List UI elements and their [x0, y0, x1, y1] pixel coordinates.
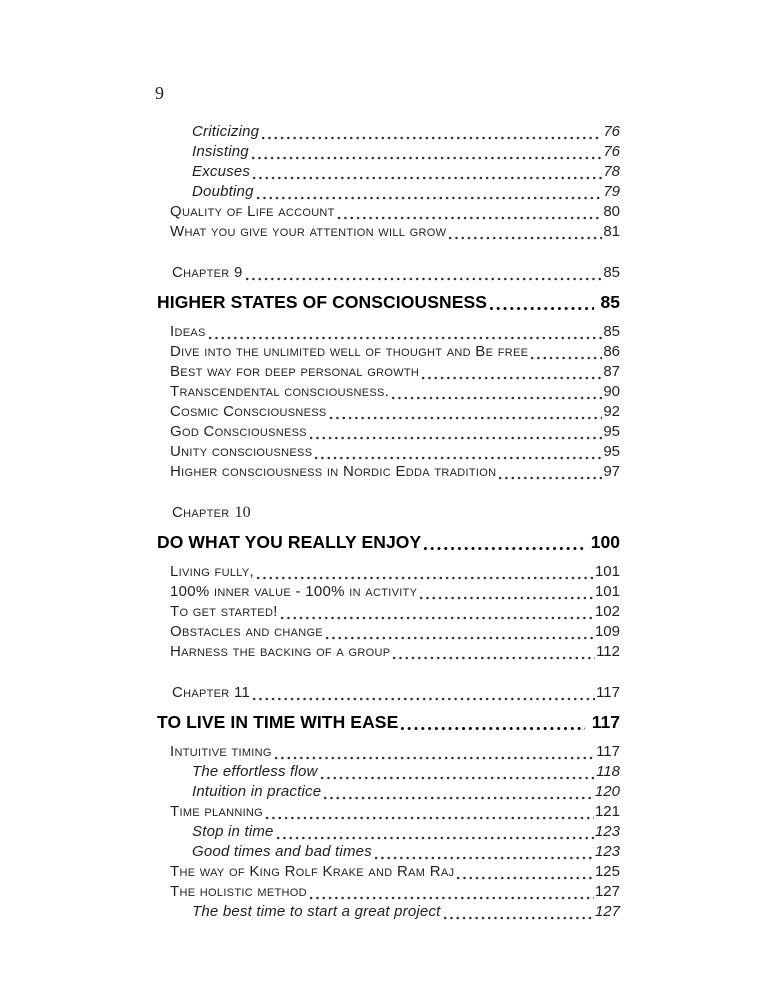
toc-entry-label: The way of King Rolf Krake and Ram Raj [170, 863, 455, 880]
toc-entry-label: Intuitive timing [170, 743, 272, 760]
toc-entry [157, 182, 620, 202]
toc-entry-label: The best time to start a great project [192, 903, 441, 920]
dot-leader [207, 322, 603, 342]
toc-entry-page: 97 [603, 463, 620, 480]
toc-entry [157, 582, 620, 602]
toc-entry [157, 782, 620, 802]
toc-entry [157, 802, 620, 822]
toc-entry-label: Unity consciousness [170, 443, 313, 460]
toc-entry [157, 762, 620, 782]
table-of-contents [157, 122, 620, 922]
toc-entry-label: Obstacles and change [170, 623, 323, 640]
toc-entry [157, 503, 620, 523]
dot-leader [447, 222, 602, 242]
toc-entry [157, 382, 620, 402]
toc-entry-page: 76 [603, 143, 620, 160]
toc-entry-page: 95 [603, 443, 620, 460]
toc-entry-page: 80 [603, 203, 620, 220]
toc-entry-page: 118 [596, 763, 620, 780]
toc-entry-page: 102 [594, 603, 620, 620]
dot-leader [488, 290, 594, 314]
dot-leader [260, 122, 602, 142]
toc-entry-label: Cosmic Consciousness [170, 403, 327, 420]
toc-entry-page: 127 [594, 903, 620, 920]
toc-entry [157, 842, 620, 862]
toc-entry [157, 202, 620, 222]
toc-entry [157, 462, 620, 482]
toc-entry-page: 87 [603, 363, 620, 380]
dot-leader [319, 762, 596, 782]
dot-leader [264, 802, 594, 822]
toc-entry-label: The effortless flow [192, 763, 318, 780]
toc-entry-label-suffix: 10 [234, 504, 251, 521]
toc-entry-label: Insisting [192, 143, 249, 160]
toc-entry-page: 117 [591, 712, 620, 732]
toc-entry-page: 79 [603, 183, 620, 200]
toc-entry [157, 622, 620, 642]
dot-leader [418, 582, 594, 602]
toc-entry [157, 882, 620, 902]
dot-leader [442, 902, 594, 922]
toc-entry [157, 402, 620, 422]
dot-leader [399, 710, 584, 734]
dot-leader [497, 462, 602, 482]
toc-entry-label: The holistic method [170, 883, 307, 900]
toc-entry-label: Good times and bad times [192, 843, 372, 860]
dot-leader [420, 362, 602, 382]
toc-entry-page: 76 [603, 123, 620, 140]
toc-entry-page: 101 [594, 563, 620, 580]
toc-entry-label: Excuses [192, 163, 251, 180]
dot-leader [279, 602, 594, 622]
page-number: 9 [155, 83, 164, 103]
toc-entry [157, 222, 620, 242]
toc-entry-label: Chapter 11 [172, 684, 251, 701]
dot-leader [308, 882, 594, 902]
dot-leader [251, 683, 595, 703]
dot-leader [324, 622, 594, 642]
toc-entry [157, 290, 620, 314]
toc-entry [157, 122, 620, 142]
toc-entry-label: 100% inner value - 100% in activity [170, 583, 418, 600]
toc-entry-label: To get started! [170, 603, 278, 620]
toc-entry-label: Living fully, [170, 563, 254, 580]
toc-entry-label: Ideas [170, 323, 206, 340]
toc-entry-label: Chapter [172, 504, 230, 521]
toc-entry-label: Time planning [170, 803, 264, 820]
toc-entry-page: 109 [594, 623, 620, 640]
toc-entry-label: What you give your attention will grow [170, 223, 447, 240]
toc-entry [157, 902, 620, 922]
dot-leader [308, 422, 602, 442]
toc-entry [157, 710, 620, 734]
dot-leader [391, 642, 595, 662]
toc-entry-page: 90 [603, 383, 620, 400]
dot-leader [273, 742, 595, 762]
toc-entry-page: 86 [603, 343, 620, 360]
toc-entry-label: Intuition in practice [192, 783, 322, 800]
dot-leader [373, 842, 594, 862]
toc-entry-label: DO WHAT YOU REALLY ENJOY [157, 532, 422, 552]
toc-entry-label: Quality of Life account [170, 203, 335, 220]
toc-entry [157, 442, 620, 462]
toc-entry [157, 530, 620, 554]
toc-entry-page: 92 [603, 403, 620, 420]
toc-entry-page: 127 [594, 883, 620, 900]
toc-entry-label: HIGHER STATES OF CONSCIOUSNESS [157, 292, 488, 312]
toc-entry-page: 123 [594, 843, 620, 860]
toc-entry-page: 78 [603, 163, 620, 180]
dot-leader [251, 162, 602, 182]
toc-entry [157, 362, 620, 382]
dot-leader [250, 142, 602, 162]
toc-entry-page: 125 [594, 863, 620, 880]
dot-leader [336, 202, 603, 222]
dot-leader [313, 442, 602, 462]
dot-leader [422, 530, 584, 554]
dot-leader [244, 263, 603, 283]
toc-entry-label: Doubting [192, 183, 254, 200]
dot-leader [255, 182, 603, 202]
toc-entry-page: 117 [596, 684, 620, 701]
toc-entry-page: 121 [594, 803, 620, 820]
toc-entry [157, 562, 620, 582]
toc-entry-label: God Consciousness [170, 423, 307, 440]
toc-entry-page: 117 [596, 743, 620, 760]
toc-entry-page: 112 [596, 643, 620, 660]
toc-entry [157, 602, 620, 622]
toc-entry [157, 162, 620, 182]
toc-entry-label: Chapter 9 [172, 264, 243, 281]
toc-entry [157, 642, 620, 662]
toc-entry [157, 342, 620, 362]
dot-leader [255, 562, 594, 582]
toc-entry [157, 422, 620, 442]
dot-leader [322, 782, 594, 802]
dot-leader [328, 402, 603, 422]
dot-leader [275, 822, 594, 842]
toc-entry-label: Best way for deep personal growth [170, 363, 420, 380]
toc-entry-page: 120 [594, 783, 620, 800]
toc-entry-label: Harness the backing of a group [170, 643, 391, 660]
toc-entry-label: Dive into the unlimited well of thought and Be free [170, 343, 529, 360]
toc-entry-label: Higher consciousness in Nordic Edda tradition [170, 463, 497, 480]
toc-entry-page: 81 [603, 223, 620, 240]
toc-entry-label: Criticizing [192, 123, 260, 140]
toc-entry-page: 101 [594, 583, 620, 600]
toc-entry-label: Stop in time [192, 823, 274, 840]
dot-leader [529, 342, 602, 362]
toc-entry-page: 85 [600, 292, 620, 312]
toc-entry [157, 742, 620, 762]
toc-entry [157, 322, 620, 342]
toc-entry-label: Transcendental consciousness. [170, 383, 390, 400]
toc-entry-label: TO LIVE IN TIME WITH EASE [157, 712, 399, 732]
toc-entry-page: 95 [603, 423, 620, 440]
toc-entry-page: 100 [590, 532, 620, 552]
toc-entry [157, 683, 620, 703]
dot-leader [390, 382, 602, 402]
toc-entry-page: 85 [603, 264, 620, 281]
toc-entry [157, 142, 620, 162]
toc-entry [157, 263, 620, 283]
toc-entry-page: 123 [594, 823, 620, 840]
toc-entry [157, 822, 620, 842]
toc-entry [157, 862, 620, 882]
dot-leader [455, 862, 594, 882]
toc-entry-page: 85 [603, 323, 620, 340]
